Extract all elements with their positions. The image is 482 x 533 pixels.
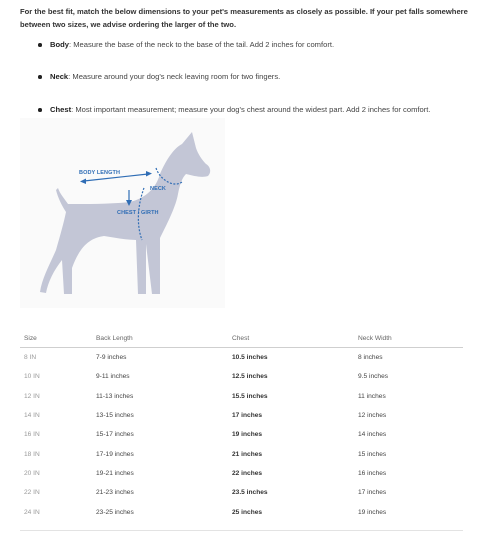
- dog-measurement-diagram: [20, 118, 225, 308]
- bullet-icon: [38, 43, 42, 47]
- arrowhead-icon: [146, 171, 152, 177]
- cell-neck-width: 16 inches: [358, 469, 387, 477]
- bullet-icon: [38, 108, 42, 112]
- cell-back-length: 15-17 inches: [96, 431, 134, 439]
- cell-back-length: 17-19 inches: [96, 450, 134, 458]
- table-row: [20, 425, 463, 444]
- cell-chest: 15.5 inches: [232, 392, 268, 400]
- cell-chest: 22 inches: [232, 469, 263, 477]
- size-chart-table: [20, 329, 463, 522]
- cell-back-length: 11-13 inches: [96, 392, 134, 400]
- table-row: [20, 348, 463, 368]
- cell-neck-width: 11 inches: [358, 392, 386, 400]
- bullet-term: Neck: [50, 72, 69, 81]
- list-item-chest: [38, 103, 458, 116]
- cell-back-length: 13-15 inches: [96, 412, 134, 420]
- cell-size: 14 IN: [24, 412, 40, 420]
- cell-back-length: 9-11 inches: [96, 373, 130, 381]
- table-row: [20, 502, 463, 521]
- cell-neck-width: 19 inches: [358, 508, 387, 516]
- intro-text: For the best fit, match the below dimensions to your pet's measurements as closely as possible. If your pet falls somewhere between two sizes, we advise ordering the larger of the two.: [20, 7, 468, 29]
- cell-back-length: 23-25 inches: [96, 508, 134, 516]
- cell-size: 16 IN: [24, 431, 40, 439]
- divider: [20, 530, 463, 531]
- cell-neck-width: 9.5 inches: [358, 373, 389, 381]
- cell-size: 8 IN: [24, 354, 37, 362]
- cell-chest: 25 inches: [232, 508, 263, 516]
- cell-chest: 23.5 inches: [232, 489, 268, 497]
- cell-back-length: 7-9 inches: [96, 354, 127, 362]
- neck-label: NECK: [150, 186, 166, 192]
- bullet-icon: [38, 75, 42, 79]
- table-row: [20, 444, 463, 463]
- bullet-text: : Most important measurement; measure your dog's chest around the widest part. Add 2 inches for comfort.: [71, 105, 431, 114]
- cell-neck-width: 17 inches: [358, 489, 387, 497]
- header-back-length: Back Length: [92, 329, 228, 348]
- table-row: [20, 387, 463, 406]
- chest-girth-label: CHEST / GIRTH: [117, 210, 159, 216]
- cell-neck-width: 12 inches: [358, 412, 387, 420]
- bullet-text: : Measure around your dog's neck leaving room for two fingers.: [68, 72, 281, 81]
- table-row: [20, 367, 463, 386]
- cell-size: 10 IN: [24, 373, 40, 381]
- cell-neck-width: 14 inches: [358, 431, 387, 439]
- header-chest: Chest: [228, 329, 354, 348]
- cell-back-length: 21-23 inches: [96, 489, 134, 497]
- table-row: [20, 483, 463, 502]
- body-length-label: BODY LENGTH: [79, 170, 121, 176]
- cell-neck-width: 15 inches: [358, 450, 387, 458]
- cell-chest: 21 inches: [232, 450, 263, 458]
- header-neck-width: Neck Width: [354, 329, 463, 348]
- bullet-text: : Measure the base of the neck to the base of the tail. Add 2 inches for comfort.: [68, 40, 335, 49]
- cell-size: 24 IN: [24, 508, 40, 516]
- cell-neck-width: 8 inches: [358, 354, 383, 362]
- bullet-term: Body: [50, 40, 69, 49]
- header-size: Size: [20, 329, 92, 348]
- cell-size: 22 IN: [24, 489, 40, 497]
- cell-size: 12 IN: [24, 392, 40, 400]
- measurement-list: [38, 38, 458, 114]
- table-header-row: [20, 329, 463, 348]
- arrowhead-icon: [80, 179, 86, 185]
- cell-size: 20 IN: [24, 469, 40, 477]
- table-row: [20, 464, 463, 483]
- cell-back-length: 19-21 inches: [96, 469, 134, 477]
- list-item-body: [38, 38, 458, 51]
- cell-chest: 10.5 inches: [232, 354, 268, 362]
- cell-size: 18 IN: [24, 450, 40, 458]
- list-item-neck: [38, 70, 458, 83]
- bullet-term: Chest: [50, 105, 72, 114]
- cell-chest: 12.5 inches: [232, 373, 268, 381]
- cell-chest: 17 inches: [232, 412, 263, 420]
- table-row: [20, 406, 463, 425]
- cell-chest: 19 inches: [232, 431, 263, 439]
